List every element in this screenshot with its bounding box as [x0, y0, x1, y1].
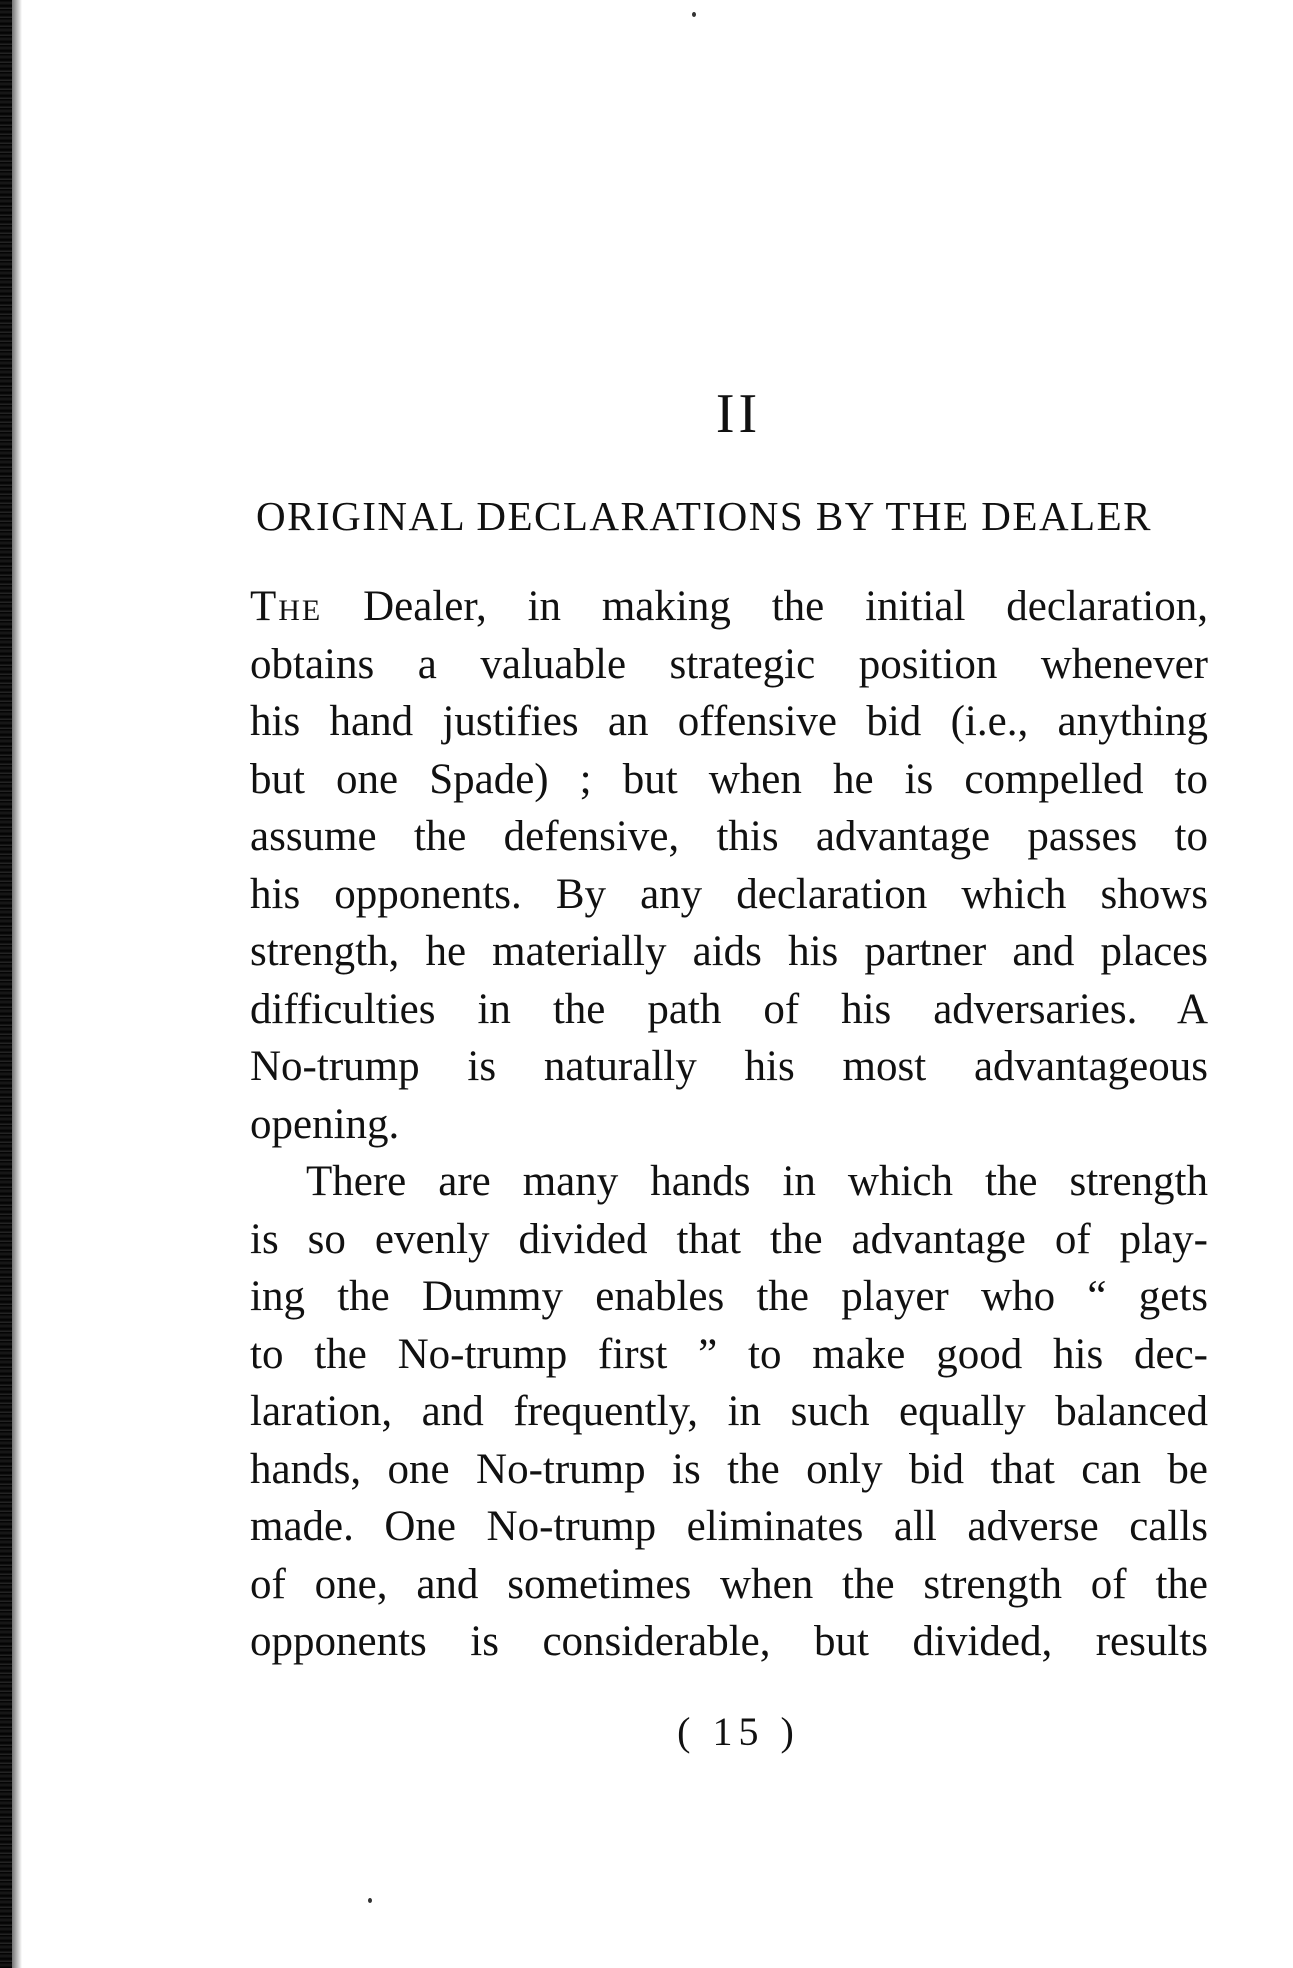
page-number: ( 15 ) — [677, 1709, 800, 1754]
text-line: hands, one No-trump is the only bid that can be — [250, 1445, 1208, 1493]
text-line: opponents is considerable, but divided, results — [250, 1618, 1208, 1665]
text-line: The Dealer, in making the initial declaration, — [250, 583, 1208, 630]
text-line: difficulties in the path of his adversaries. A — [250, 985, 1208, 1033]
text-line: opening. — [250, 1100, 400, 1148]
text-line: laration, and frequently, in such equally balanced — [250, 1388, 1208, 1435]
binding-edge — [0, 0, 12, 1968]
paper-speck — [368, 1898, 372, 1903]
text-line: assume the defensive, this advantage passes to — [250, 813, 1208, 860]
lead-word: The — [250, 583, 323, 630]
binding-shadow — [12, 0, 22, 1968]
text-line: of one, and sometimes when the strength of the — [250, 1560, 1208, 1608]
text-line: to the No-trump first ” to make good his dec- — [250, 1330, 1208, 1378]
paper-speck — [692, 12, 696, 17]
text-line: ing the Dummy enables the player who “ gets — [250, 1273, 1208, 1320]
text-line: There are many hands in which the strength — [306, 1158, 1208, 1205]
text-line: made. One No-trump eliminates all adverse calls — [250, 1503, 1208, 1550]
text-line: strength, he materially aids his partner and places — [250, 928, 1208, 975]
text-line: No-trump is naturally his most advantageous — [250, 1043, 1208, 1090]
text-line: obtains a valuable strategic position whenever — [250, 640, 1208, 688]
text-line: his hand justifies an offensive bid (i.e., anything — [250, 698, 1208, 745]
text-line: his opponents. By any declaration which shows — [250, 870, 1208, 918]
text-line: but one Spade) ; but when he is compelled to — [250, 755, 1208, 803]
text-line: is so evenly divided that the advantage of play- — [250, 1215, 1208, 1263]
body-text — [250, 578, 1210, 1671]
chapter-title: ORIGINAL DECLARATIONS BY THE DEALER — [256, 493, 1152, 539]
chapter-number: II — [715, 383, 762, 445]
